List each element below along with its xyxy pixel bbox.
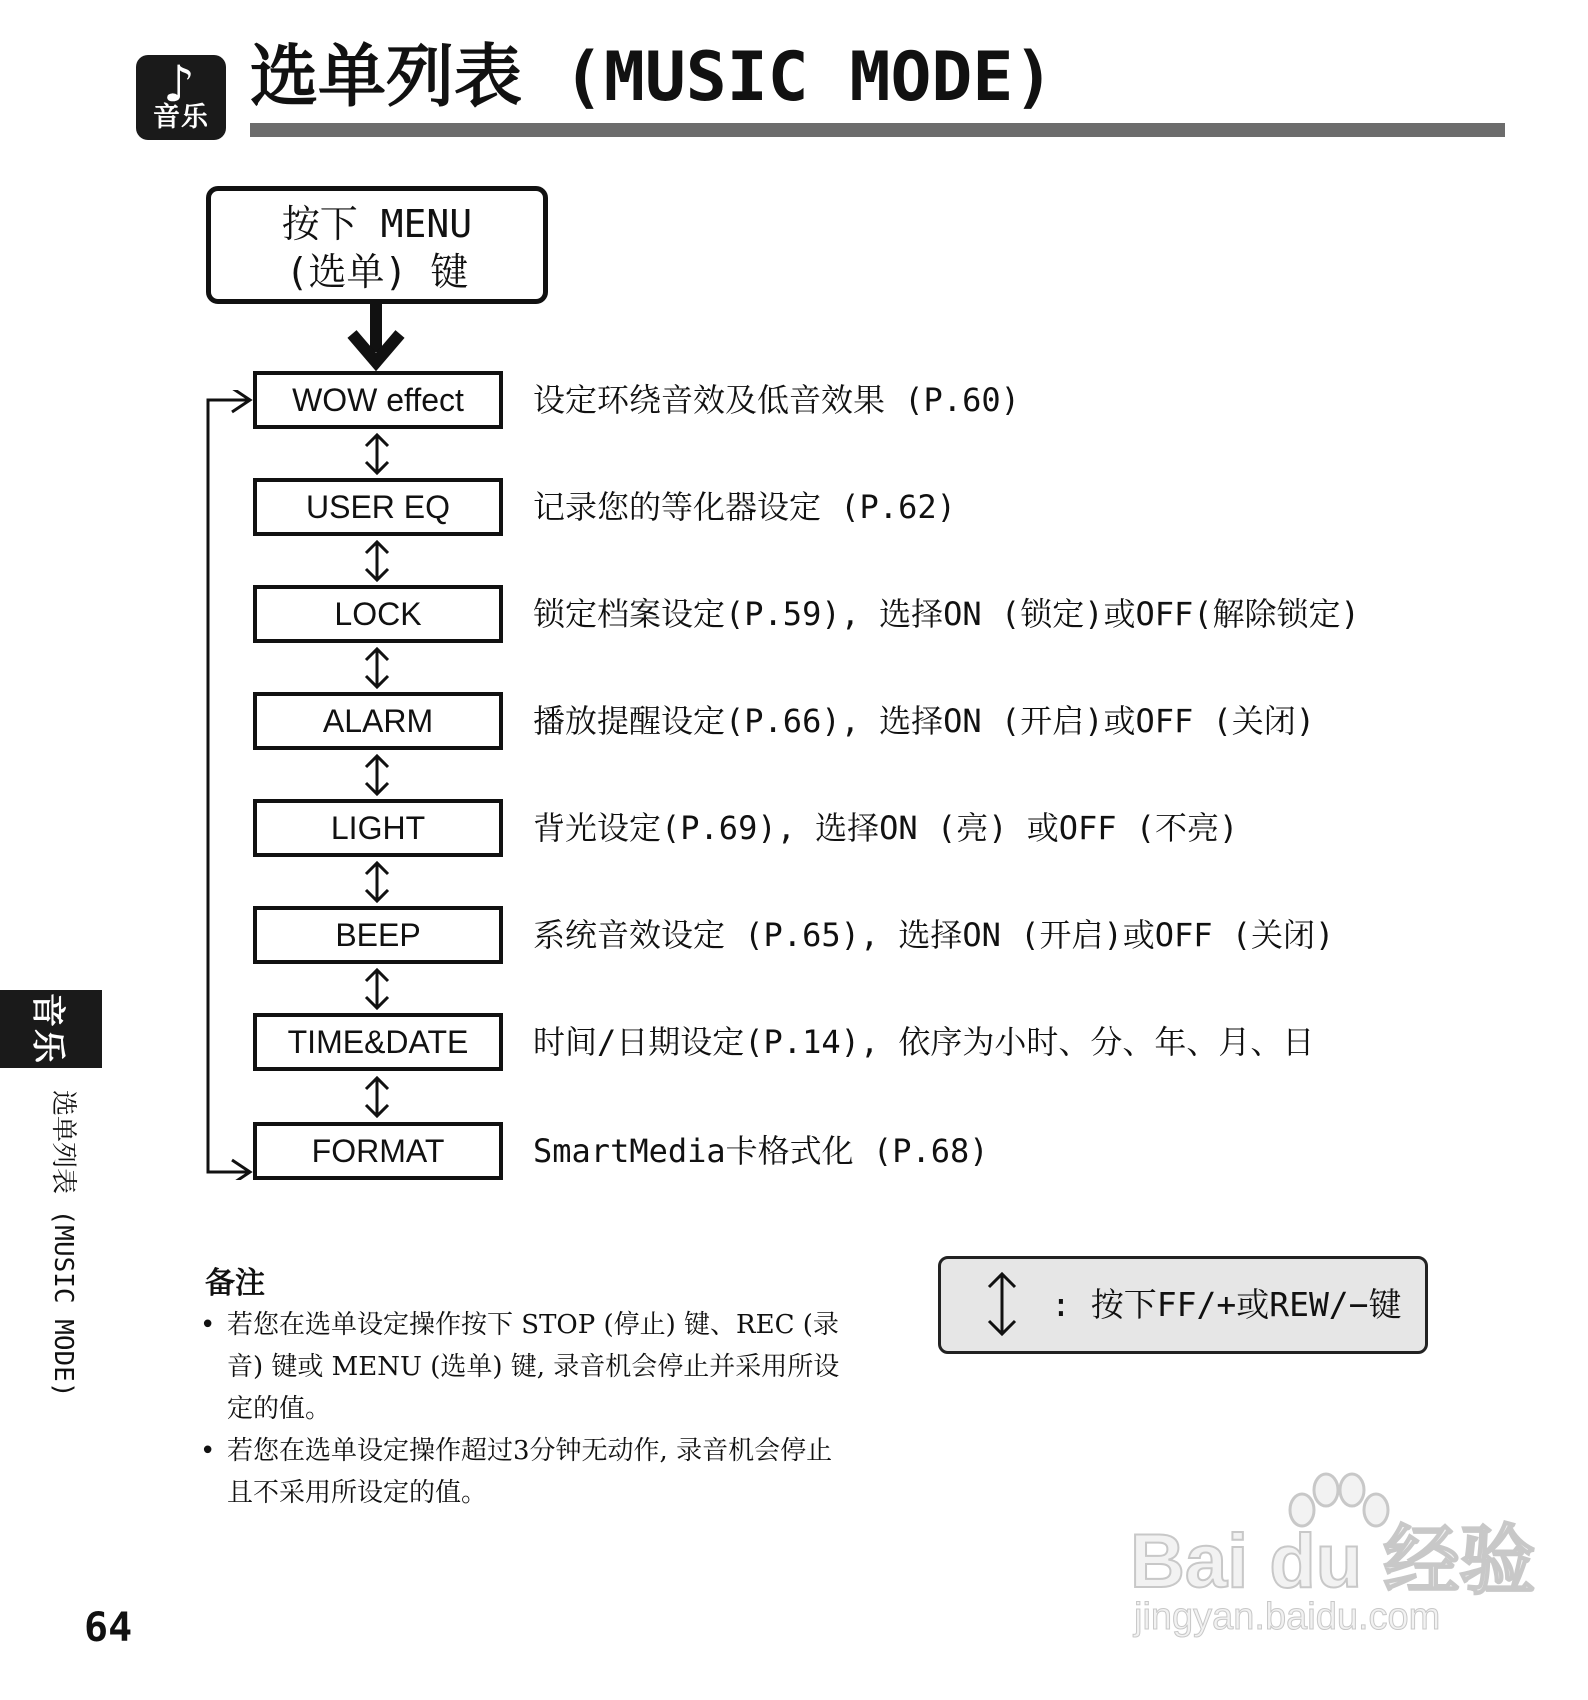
menu-item-beep: BEEP (253, 906, 503, 964)
menu-item-desc: 背光设定(P.69), 选择ON (亮) 或OFF (不亮) (533, 809, 1239, 847)
menu-item-wow-effect: WOW effect (253, 371, 503, 429)
notes-title: 备注 (205, 1266, 265, 1301)
legend-text: : 按下FF/+或REW/−键 (1051, 1285, 1402, 1324)
notes-list (200, 1304, 850, 1514)
menu-item-desc: 锁定档案设定(P.59), 选择ON (锁定)或OFF(解除锁定) (533, 595, 1360, 633)
loop-connector (200, 390, 256, 1180)
updown-arrow-icon (362, 540, 392, 582)
menu-item-desc: 系统音效设定 (P.65), 选择ON (开启)或OFF (关闭) (533, 916, 1335, 954)
menu-item-desc: SmartMedia卡格式化 (P.68) (533, 1132, 989, 1170)
menu-item-light: LIGHT (253, 799, 503, 857)
menu-item-desc: 时间/日期设定(P.14), 依序为小时、分、年、月、日 (533, 1023, 1315, 1061)
watermark-url: jingyan.baidu.com (1134, 1596, 1441, 1638)
menu-key-line-2: (选单) 键 (285, 250, 469, 294)
note-item (200, 1304, 850, 1430)
side-caption: 选单列表 (MUSIC MODE) (48, 1090, 78, 1398)
menu-item-desc: 记录您的等化器设定 (P.62) (533, 488, 956, 526)
note-text: 若您在选单设定操作按下 STOP (停止) 键、REC (录音) 键或 MENU (选单) 键, 录音机会停止并采用所设定的值。 (227, 1310, 840, 1424)
down-arrow-icon (346, 304, 406, 372)
menu-item-time-date: TIME&DATE (253, 1013, 503, 1071)
menu-key-box (206, 186, 548, 304)
legend-box (938, 1256, 1428, 1354)
bullet-icon: • (200, 1436, 216, 1466)
menu-item-alarm: ALARM (253, 692, 503, 750)
baidu-watermark (1130, 1470, 1536, 1650)
bullet-icon: • (200, 1310, 216, 1340)
updown-arrow-icon (362, 861, 392, 903)
menu-item-format: FORMAT (253, 1122, 503, 1180)
note-text: 若您在选单设定操作超过3分钟无动作, 录音机会停止且不采用所设定的值。 (227, 1436, 833, 1508)
title-rule (250, 123, 1505, 137)
updown-arrow-icon (362, 433, 392, 475)
side-tab-label: 音乐 (27, 993, 68, 1065)
updown-arrow-icon (985, 1271, 1019, 1337)
note-item (200, 1430, 850, 1514)
menu-item-user-eq: USER EQ (253, 478, 503, 536)
menu-key-line-1: 按下 MENU (281, 202, 473, 246)
music-note-icon: ♪ (163, 55, 195, 113)
updown-arrow-icon (362, 968, 392, 1010)
page-number: 64 (84, 1605, 133, 1651)
menu-item-lock: LOCK (253, 585, 503, 643)
watermark-logo: Bai du 经验 (1130, 1519, 1536, 1604)
menu-item-desc: 设定环绕音效及低音效果 (P.60) (533, 381, 1020, 419)
music-mode-icon (136, 55, 226, 140)
menu-item-desc: 播放提醒设定(P.66), 选择ON (开启)或OFF (关闭) (533, 702, 1316, 740)
page-title: 选单列表 (MUSIC MODE) (250, 38, 1055, 117)
updown-arrow-icon (362, 647, 392, 689)
updown-arrow-icon (362, 1076, 392, 1118)
music-mode-icon-label: 音乐 (153, 102, 209, 133)
updown-arrow-icon (362, 754, 392, 796)
side-tab (0, 990, 102, 1068)
